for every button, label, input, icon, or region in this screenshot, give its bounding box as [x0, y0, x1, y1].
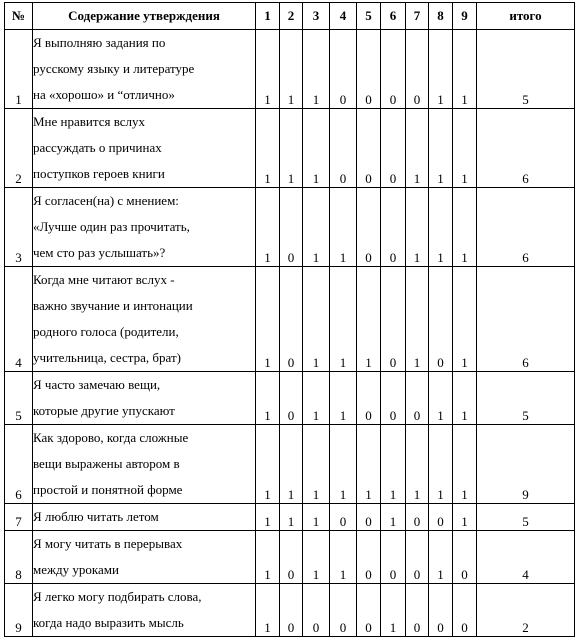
statement-line: вещи выражены автором в [33, 456, 180, 471]
row-number: 5 [5, 372, 33, 425]
score-cell-3: 1 [303, 109, 330, 188]
table-row [5, 531, 575, 584]
score-cell-1: 1 [256, 584, 280, 637]
score-cell-3: 1 [303, 504, 330, 531]
row-number: 2 [5, 109, 33, 188]
score-cell-1: 1 [256, 109, 280, 188]
score-cell-6: 1 [381, 584, 406, 637]
statement-line: чем сто раз услышать»? [33, 245, 166, 260]
statement-line: поступков героев книги [33, 166, 165, 181]
score-cell-5: 0 [357, 531, 381, 584]
header-statement: Содержание утверждения [33, 3, 256, 30]
row-number: 7 [5, 504, 33, 531]
score-cell-1: 1 [256, 30, 280, 109]
score-cell-1: 1 [256, 504, 280, 531]
statement-line: Когда мне читают вслух - [33, 272, 175, 287]
statement-cell [33, 267, 256, 372]
score-cell-2: 1 [280, 425, 303, 504]
header-col-4: 4 [330, 3, 357, 30]
statement-cell [33, 504, 256, 531]
score-cell-9: 0 [453, 531, 477, 584]
score-cell-6: 0 [381, 188, 406, 267]
score-cell-7: 1 [406, 188, 429, 267]
survey-table [4, 2, 575, 637]
score-cell-3: 1 [303, 188, 330, 267]
score-cell-5: 0 [357, 504, 381, 531]
row-number: 6 [5, 425, 33, 504]
total-cell: 5 [477, 30, 575, 109]
score-cell-8: 0 [429, 584, 453, 637]
total-cell: 6 [477, 267, 575, 372]
score-cell-2: 0 [280, 372, 303, 425]
statement-line: когда надо выразить мысль [33, 615, 184, 630]
header-col-6: 6 [381, 3, 406, 30]
statement-cell [33, 188, 256, 267]
header-total: итого [477, 3, 575, 30]
table-row [5, 109, 575, 188]
score-cell-2: 0 [280, 584, 303, 637]
row-number: 8 [5, 531, 33, 584]
statement-cell [33, 425, 256, 504]
statement-line: русскому языку и литературе [33, 61, 195, 76]
score-cell-8: 0 [429, 504, 453, 531]
header-col-5: 5 [357, 3, 381, 30]
statement-line: рассуждать о причинах [33, 140, 162, 155]
table-row [5, 504, 575, 531]
score-cell-5: 0 [357, 372, 381, 425]
header-row [5, 3, 575, 30]
total-cell: 4 [477, 531, 575, 584]
score-cell-6: 0 [381, 531, 406, 584]
score-cell-4: 1 [330, 372, 357, 425]
score-cell-2: 1 [280, 30, 303, 109]
header-col-1: 1 [256, 3, 280, 30]
score-cell-1: 1 [256, 267, 280, 372]
score-cell-8: 1 [429, 372, 453, 425]
score-cell-4: 0 [330, 30, 357, 109]
score-cell-4: 0 [330, 504, 357, 531]
statement-line: «Лучше один раз прочитать, [33, 219, 190, 234]
header-col-9: 9 [453, 3, 477, 30]
score-cell-9: 1 [453, 267, 477, 372]
score-cell-6: 0 [381, 267, 406, 372]
row-number: 9 [5, 584, 33, 637]
statement-line: родного голоса (родители, [33, 324, 179, 339]
score-cell-5: 1 [357, 425, 381, 504]
total-cell: 6 [477, 188, 575, 267]
score-cell-9: 0 [453, 584, 477, 637]
score-cell-9: 1 [453, 372, 477, 425]
statement-cell [33, 584, 256, 637]
score-cell-6: 0 [381, 372, 406, 425]
statement-cell [33, 30, 256, 109]
row-number: 4 [5, 267, 33, 372]
score-cell-4: 0 [330, 109, 357, 188]
statement-cell [33, 109, 256, 188]
table-row [5, 267, 575, 372]
score-cell-2: 1 [280, 504, 303, 531]
score-cell-2: 0 [280, 531, 303, 584]
score-cell-1: 1 [256, 531, 280, 584]
statement-line: Мне нравится вслух [33, 114, 146, 129]
score-cell-7: 1 [406, 109, 429, 188]
statement-cell [33, 372, 256, 425]
statement-line: Я согласен(на) с мнением: [33, 193, 179, 208]
table-row [5, 584, 575, 637]
table-body [5, 30, 575, 637]
total-cell: 5 [477, 372, 575, 425]
score-cell-8: 1 [429, 109, 453, 188]
header-number: № [5, 3, 33, 30]
row-number: 3 [5, 188, 33, 267]
score-cell-9: 1 [453, 30, 477, 109]
score-cell-9: 1 [453, 504, 477, 531]
score-cell-3: 1 [303, 372, 330, 425]
score-cell-4: 1 [330, 267, 357, 372]
score-cell-5: 0 [357, 109, 381, 188]
score-cell-1: 1 [256, 372, 280, 425]
total-cell: 5 [477, 504, 575, 531]
score-cell-4: 1 [330, 531, 357, 584]
header-col-2: 2 [280, 3, 303, 30]
score-cell-8: 1 [429, 30, 453, 109]
score-cell-2: 0 [280, 267, 303, 372]
score-cell-8: 1 [429, 531, 453, 584]
score-cell-9: 1 [453, 425, 477, 504]
score-cell-7: 0 [406, 372, 429, 425]
score-cell-6: 0 [381, 30, 406, 109]
score-cell-4: 1 [330, 188, 357, 267]
score-cell-3: 1 [303, 425, 330, 504]
header-col-7: 7 [406, 3, 429, 30]
score-cell-7: 0 [406, 30, 429, 109]
score-cell-5: 0 [357, 188, 381, 267]
score-cell-3: 1 [303, 267, 330, 372]
total-cell: 9 [477, 425, 575, 504]
statement-line: Я легко могу подбирать слова, [33, 589, 202, 604]
statement-line: между уроками [33, 562, 119, 577]
statement-line: которые другие упускают [33, 403, 175, 418]
total-cell: 6 [477, 109, 575, 188]
score-cell-1: 1 [256, 425, 280, 504]
score-cell-7: 1 [406, 267, 429, 372]
score-cell-8: 0 [429, 267, 453, 372]
score-cell-2: 0 [280, 188, 303, 267]
score-cell-7: 0 [406, 531, 429, 584]
statement-line: Я могу читать в перерывах [33, 536, 183, 551]
statement-line: Я люблю читать летом [33, 509, 159, 524]
score-cell-4: 1 [330, 425, 357, 504]
table-row [5, 425, 575, 504]
score-cell-1: 1 [256, 188, 280, 267]
score-cell-2: 1 [280, 109, 303, 188]
score-cell-9: 1 [453, 188, 477, 267]
score-cell-7: 1 [406, 425, 429, 504]
score-cell-3: 0 [303, 584, 330, 637]
statement-line: важно звучание и интонации [33, 298, 193, 313]
statement-cell [33, 531, 256, 584]
score-cell-8: 1 [429, 425, 453, 504]
statement-line: на «хорошо» и “отлично» [33, 87, 175, 102]
table-row [5, 372, 575, 425]
table-row [5, 30, 575, 109]
row-number: 1 [5, 30, 33, 109]
score-cell-4: 0 [330, 584, 357, 637]
score-cell-8: 1 [429, 188, 453, 267]
score-cell-6: 1 [381, 425, 406, 504]
score-cell-7: 0 [406, 584, 429, 637]
score-cell-3: 1 [303, 531, 330, 584]
score-cell-6: 1 [381, 504, 406, 531]
score-cell-9: 1 [453, 109, 477, 188]
statement-line: простой и понятной форме [33, 482, 183, 497]
header-col-3: 3 [303, 3, 330, 30]
score-cell-3: 1 [303, 30, 330, 109]
statement-line: Я часто замечаю вещи, [33, 377, 161, 392]
header-col-8: 8 [429, 3, 453, 30]
statement-line: Как здорово, когда сложные [33, 430, 189, 445]
score-cell-5: 0 [357, 584, 381, 637]
score-cell-5: 0 [357, 30, 381, 109]
score-cell-7: 0 [406, 504, 429, 531]
statement-line: Я выполняю задания по [33, 35, 166, 50]
table-row [5, 188, 575, 267]
statement-line: учительница, сестра, брат) [33, 350, 181, 365]
score-cell-5: 1 [357, 267, 381, 372]
total-cell: 2 [477, 584, 575, 637]
score-cell-6: 0 [381, 109, 406, 188]
